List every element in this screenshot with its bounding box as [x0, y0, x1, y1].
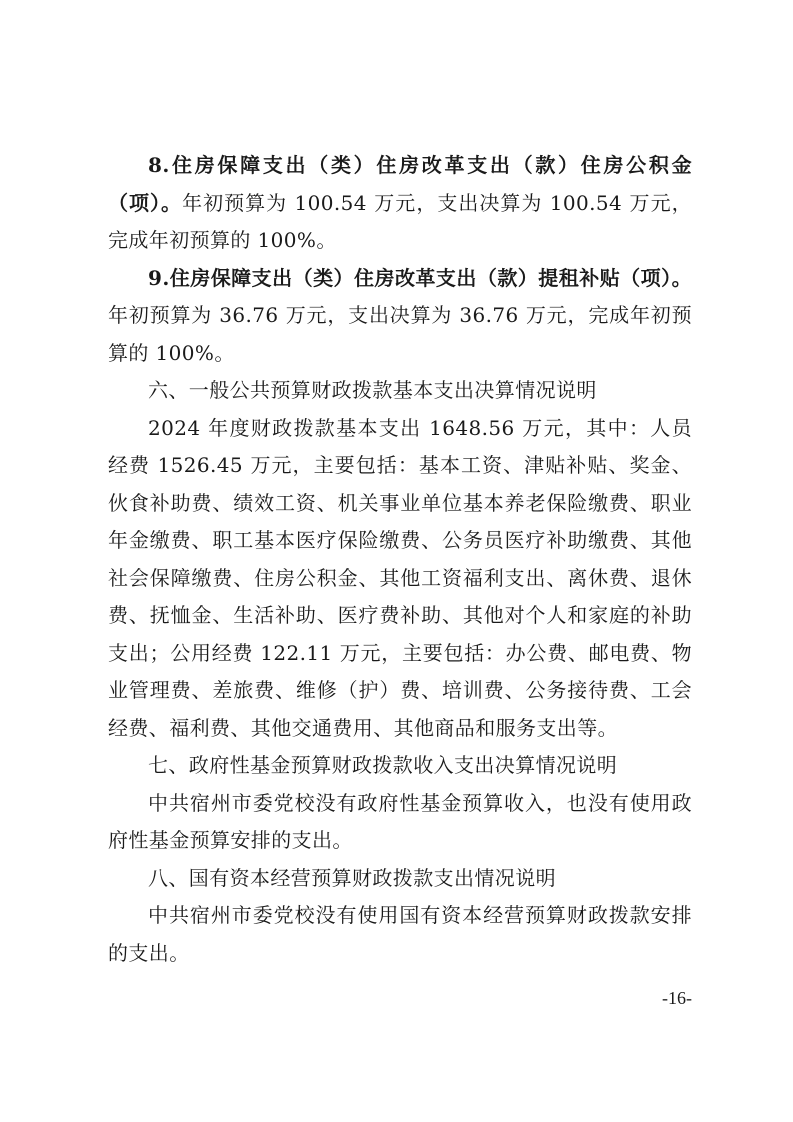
section-heading-8: 八、国有资本经营预算财政拨款支出情况说明 — [148, 865, 556, 890]
paragraph-text: 年初预算为 36.76 万元，支出决算为 36.76 万元，完成年初预算的 100%。 — [108, 303, 692, 365]
paragraph-housing-fund — [108, 147, 692, 260]
paragraph-lead: 9.住房保障支出（类）住房改革支出（款）提租补贴（项）。 — [148, 265, 692, 290]
page-number: -16- — [662, 988, 692, 1008]
document-body — [108, 147, 692, 972]
section-heading-6: 六、一般公共预算财政拨款基本支出决算情况说明 — [148, 378, 597, 402]
section-body-8: 中共宿州市委党校没有使用国有资本经营预算财政拨款安排的支出。 — [108, 903, 692, 965]
paragraph-lead: 8.住房保障支出（类）住房改革支出（款）住房公积金（项）。 — [108, 153, 692, 215]
paragraph-rent-subsidy — [108, 260, 692, 373]
section-heading-7: 七、政府性基金预算财政拨款收入支出决算情况说明 — [148, 753, 618, 777]
section-body-6: 2024 年度财政拨款基本支出 1648.56 万元，其中：人员经费 1526.45 万元，主要包括：基本工资、津贴补贴、奖金、伙食补助费、绩效工资、机关事业单位基本养老保险缴费、职业年金缴费、职工基本医疗保险缴费、公务员医疗补助缴费、其他社会保障缴费、住房公积金、其他工资福利支出、离休费、退休费、抚恤金、生活补助、医疗费补助、其他对个人和家庭的补助支出；公用经费 122.11 万元，主要包括：办公费、邮电费、物业管理费、差旅费、维修（护）费、培训费、公务接待费、工会经费、福利费、其他交通费用、其他商品和服务支出等。 — [108, 415, 692, 740]
paragraph-text: 年初预算为 100.54 万元，支出决算为 100.54 万元，完成年初预算的 100%。 — [108, 190, 692, 252]
section-body-7: 中共宿州市委党校没有政府性基金预算收入，也没有使用政府性基金预算安排的支出。 — [108, 790, 692, 852]
